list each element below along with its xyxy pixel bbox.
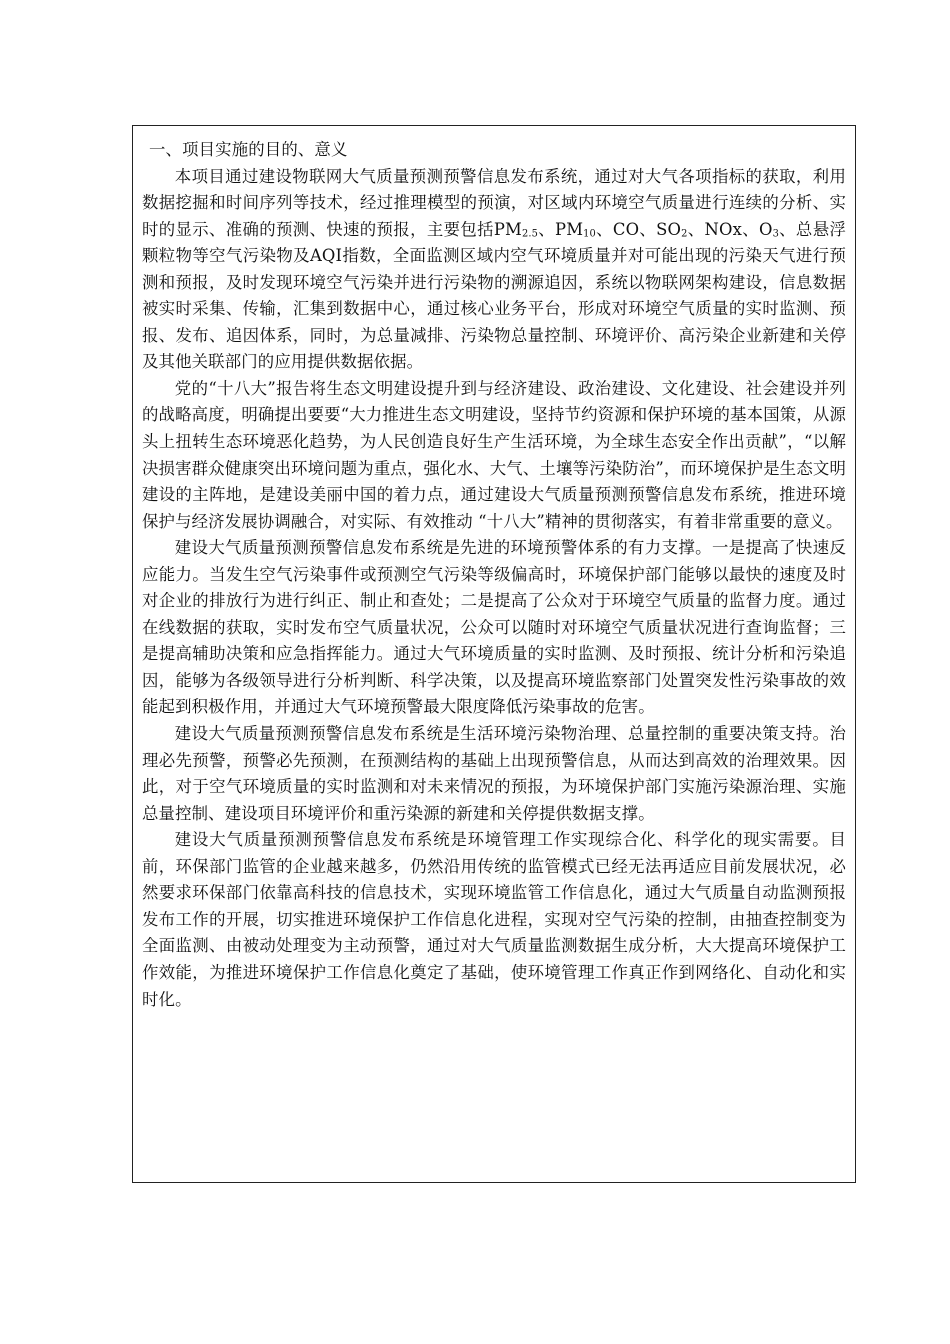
paragraph-early-warning-support: 建设大气质量预测预警信息发布系统是先进的环境预警体系的有力支撑。一是提高了快速反应能力。当发生空气污染事件或预测空气污染等级偏高时，环境保护部门能够以最快的速度及时对企业的排放行为进行纠正、制止和查处；二是提高了公众对于环境空气质量的监督力度。通过在线数据的获取，实时发布空气质量状况，公众可以随时对环境空气质量状况进行查询监督；三是提高辅助决策和应急指挥能力。通过大气环境质量的实时监测、及时预报、统计分析和污染追因，能够为各级领导进行分析判断、科学决策，以及提高环境监察部门处置突发性污染事故的效能起到积极作用，并通过大气环境预警最大限度降低污染事故的危害。 [142,538,846,717]
paragraph-project-overview: 本项目通过建设物联网大气质量预测预警信息发布系统，通过对大气各项指标的获取，利用数据挖掘和时间序列等技术，经过推理模型的预演，对区域内环境空气质量进行连续的分析、实时的显示、准确的预测、快速的预报，主要包括$PM_{2.5}$、$PM_{10}$、CO、$SO_2$、NOx、$O_3$、总悬浮颗粒物等空气污染物及AQI指数，全面监测区域内空气环境质量并对可能出现的污染天气进行预测和预报，及时发现环境空气污染并进行污染物的溯源追因，系统以物联网架构建设，信息数据被实时采集、传输，汇集到数据中心，通过核心业务平台，形成对环境空气质量的实时监测、预报、发布、追因体系，同时，为总量减排、污染物总量控制、环境评价、高污染企业新建和关停及其他关联部门的应用提供数据依据。 [142,166,846,372]
paragraph-text: 本项目通过建设物联网大气质量预测预警信息发布系统，通过对大气各项指标的获取，利用数据挖掘和时间序列等技术，经过推理模型的预演，对区域内环境空气质量进行连续的分析、实时的显示、准确的预测、快速的预报，主要包括 [142,166,846,239]
so2-subscript: 2 [681,228,688,240]
pollutant-pm10: $PM_{10}$ [555,219,596,240]
document-frame [132,125,856,1183]
paragraph-decision-support: 建设大气质量预测预警信息发布系统是生活环境污染物治理、总量控制的重要决策支持。治理必先预警，预警必先预测，在预测结构的基础上出现预警信息，从而达到高效的治理效果。因此，对于空气环境质量的实时监测和对未来情况的预报，为环境保护部门实施污染源治理、实施总量控制、建设项目环境评价和重污染源的新建和关停提供数据支撑。 [142,724,846,823]
paragraph-policy-background: 党的“十八大”报告将生态文明建设提升到与经济建设、政治建设、文化建设、社会建设并列的战略高度，明确提出要要“大力推进生态文明建设，坚持节约资源和保护环境的基本国策，从源头上扭转生态环境恶化趋势，为人民创造良好生产生活环境，为全球生态安全作出贡献”，“以解决损害群众健康突出环境问题为重点，强化水、大气、土壤等污染防治”，而环境保护是生态文明建设的主阵地，是建设美丽中国的着力点，通过建设大气质量预测预警信息发布系统，推进环境保护与经济发展协调融合，对实际、有效推动 “十八大”精神的贯彻落实，有着非常重要的意义。 [142,378,846,531]
document-body [142,137,846,1013]
pollutant-pm25: $PM_{2.5}$ [493,219,539,240]
section-heading: 一、项目实施的目的、意义 [149,140,348,159]
paragraph-management-needs: 建设大气质量预测预警信息发布系统是环境管理工作实现综合化、科学化的现实需要。目前，环保部门监管的企业越来越多，仍然沿用传统的监管模式已经无法再适应目前发展状况，必然要求环保部门依靠高科技的信息技术，实现环境监管工作信息化，通过大气质量自动监测预报发布工作的开展，切实推进环境保护工作信息化进程，实现对空气污染的控制，由抽查控制变为全面监测、由被动处理变为主动预警，通过对大气质量监测数据生成分析，大大提高环境保护工作效能，为推进环境保护工作信息化奠定了基础，使环境管理工作真正作到网络化、自动化和实时化。 [142,830,846,1009]
o3-subscript: 3 [772,228,779,240]
paragraph-text: 、总悬浮颗粒物等空气污染物及AQI指数，全面监测区域内空气环境质量并对可能出现的污染天气进行预测和预报，及时发现环境空气污染并进行污染物的溯源追因，系统以物联网架构建设，信息数据被实时采集、传输，汇集到数据中心，通过核心业务平台，形成对环境空气质量的实时监测、预报、发布、追因体系，同时，为总量减排、污染物总量控制、环境评价、高污染企业新建和关停及其他关联部门的应用提供数据依据。 [142,219,846,372]
